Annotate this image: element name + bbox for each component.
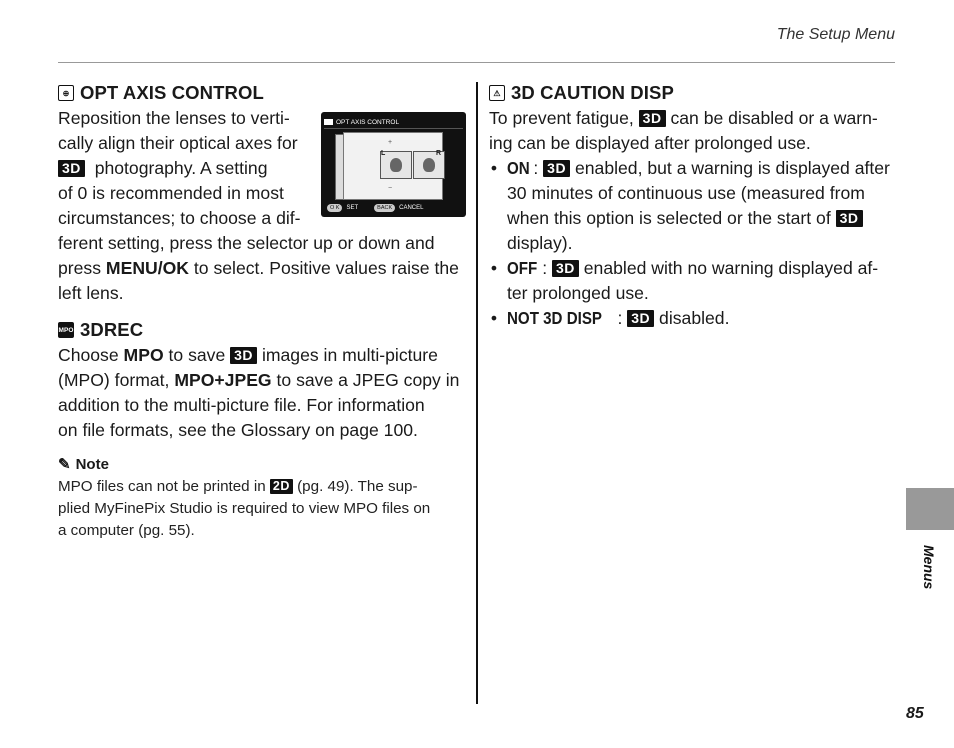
lcd-title-bar: OPT AXIS CONTROL — [324, 116, 463, 129]
note-text: MPO files can not be printed in 2D (pg. 49). The sup- plied MyFinePix Studio is required to view MPO files on a computer (pg. 55). — [58, 478, 431, 539]
caution-heading — [489, 82, 674, 104]
3drec-heading — [58, 319, 143, 341]
option-not-3d-disp: • NOT 3D DISP : 3D disabled. — [489, 306, 895, 331]
section-tab-label: Menus — [921, 545, 937, 590]
back-key: BACK — [374, 204, 395, 212]
column-divider — [476, 82, 478, 704]
page-number: 85 — [906, 705, 924, 722]
ok-key: O K — [327, 204, 342, 212]
opt-axis-title: OPT AXIS CONTROL — [80, 82, 264, 103]
minus-sign: − — [388, 185, 393, 192]
3d-tag: 3D — [639, 110, 666, 127]
caution-title: 3D CAUTION DISP — [511, 82, 674, 103]
not-3d-disp-key: NOT 3D DISP — [507, 308, 603, 328]
off-key: OFF — [507, 258, 538, 278]
plus-sign: + — [388, 139, 393, 146]
note-heading: ✎ Note — [58, 455, 109, 473]
lcd-footer: O K SET BACK CANCEL — [327, 202, 461, 213]
caution-paragraph: To prevent fatigue, 3D can be disabled or a warn- ing can be displayed after prolonged use. — [489, 108, 878, 153]
3d-tag: 3D — [627, 310, 654, 327]
3d-tag: 3D — [230, 347, 257, 364]
lcd-label-r: R — [436, 150, 442, 157]
caution-options — [489, 156, 895, 331]
opt-axis-icon: ⊕ — [58, 85, 74, 101]
caution-disp-icon: ⚠ — [489, 85, 505, 101]
menu-grid-icon — [324, 119, 333, 125]
option-on: • ON : 3D enabled, but a warning is displayed after 30 minutes of continuous use (measured from when this option is selected or the start of 3D display). — [490, 158, 890, 253]
header-rule — [58, 62, 895, 63]
2d-tag: 2D — [270, 479, 293, 494]
menu-ok-key: MENU/OK — [105, 258, 190, 278]
3d-tag: 3D — [543, 160, 570, 177]
lcd-label-l: L — [381, 150, 386, 157]
option-off: • OFF : 3D enabled with no warning displayed af- ter prolonged use. — [490, 258, 879, 303]
opt-axis-paragraph: Reposition the lenses to verti- cally align their optical axes for 3D photography. A setting of 0 is recommended in most circumstances; to choose a dif- — [58, 108, 301, 228]
section-tab — [906, 488, 954, 530]
mpo-icon: MPO — [58, 322, 74, 338]
pencil-icon: ✎ — [58, 456, 71, 473]
3d-tag: 3D — [552, 260, 579, 277]
opt-axis-paragraph-cont: ferent setting, press the selector up or down and press MENU/OK to select. Positive values raise the left lens. — [58, 233, 459, 303]
running-header: The Setup Menu — [776, 26, 895, 43]
camera-lcd-screen — [321, 112, 466, 217]
3d-tag: 3D — [836, 210, 863, 227]
3drec-paragraph: Choose MPO to save 3D images in multi-picture (MPO) format, MPO+JPEG to save a JPEG copy in addition to the multi-picture file. For information on file formats, see the Glossary on page 100. — [58, 345, 460, 440]
opt-axis-heading — [58, 82, 264, 104]
3d-tag: 3D — [58, 160, 85, 177]
on-key: ON — [507, 158, 530, 178]
3drec-title: 3DREC — [80, 319, 144, 340]
lcd-preview — [343, 132, 443, 200]
